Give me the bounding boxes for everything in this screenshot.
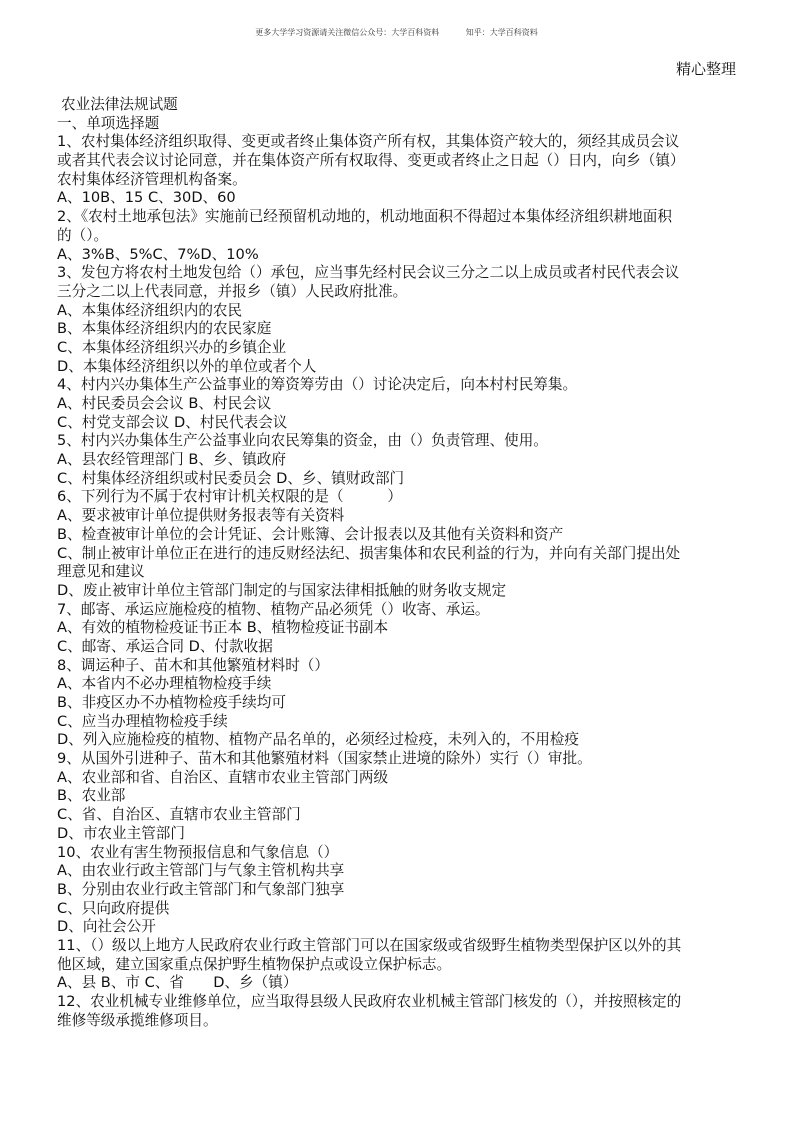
page-watermark	[0, 27, 793, 38]
text-line: 农村集体经济管理机构备案。	[57, 170, 247, 188]
text-line: C、邮寄、承运合同 D、付款收据	[57, 637, 273, 655]
text-line: A、3%B、5%C、7%D、10%	[57, 245, 259, 263]
text-line: 4、村内兴办集体生产公益事业的筹资筹劳由（）讨论决定后，向本村村民筹集。	[57, 376, 578, 394]
text-line: B、农业部	[57, 787, 126, 805]
text-line: B、检查被审计单位的会计凭证、会计账簿、会计报表以及其他有关资料和资产	[57, 525, 564, 543]
text-line: A、10B、15 C、30D、60	[57, 189, 236, 207]
text-line: A、由农业行政主管部门与气象主管机构共享	[57, 862, 345, 880]
text-line: C、本集体经济组织兴办的乡镇企业	[57, 338, 287, 356]
text-line: 10、农业有害生物预报信息和气象信息（）	[57, 843, 339, 861]
text-line: 或者其代表会议讨论同意，并在集体资产所有权取得、变更或者终止之日起（）日内，向乡（镇）	[57, 152, 685, 170]
text-line: A、有效的植物检疫证书正本 B、植物检疫证书副本	[57, 619, 389, 637]
text-line: 理意见和建议	[57, 563, 145, 581]
text-line: C、村党支部会议 D、村民代表会议	[57, 413, 288, 431]
text-line: B、分别由农业行政主管部门和气象部门独享	[57, 880, 345, 898]
document-title: 农业法律法规试题	[61, 96, 178, 113]
text-line: 6、下列行为不属于农村审计机关权限的是（ ）	[57, 488, 402, 506]
text-line: B、非疫区办不办植物检疫手续均可	[57, 694, 286, 711]
text-line: 三分之二以上代表同意，并报乡（镇）人民政府批准。	[57, 282, 408, 300]
text-line: 12、农业机械专业维修单位，应当取得县级人民政府农业机械主管部门核发的（），并按照核定的	[57, 993, 682, 1010]
text-line: D、本集体经济组织以外的单位或者个人	[57, 357, 317, 375]
text-line: D、向社会公开	[57, 918, 156, 936]
text-line: 的（）。	[57, 226, 109, 244]
text-line: A、本集体经济组织内的农民	[57, 301, 243, 319]
text-line: C、制止被审计单位正在进行的违反财经法纪、损害集体和农民利益的行为，并向有关部门提出处	[57, 544, 681, 562]
watermark-zhihu: 知乎：大学百科资料	[465, 28, 538, 37]
text-line: 11、（）级以上地方人民政府农业行政主管部门可以在国家级或省级野生植物类型保护区以外的其	[57, 936, 682, 954]
text-line: B、本集体经济组织内的农民家庭	[57, 320, 272, 338]
text-line: A、要求被审计单位提供财务报表等有关资料	[57, 507, 345, 525]
document-body	[57, 96, 747, 1030]
text-line: 他区域，建立国家重点保护野生植物保护点或设立保护标志。	[57, 955, 452, 973]
text-line: D、列入应施检疫的植物、植物产品名单的，必须经过检疫，未列入的，不用检疫	[57, 731, 580, 749]
text-line: C、应当办理植物检疫手续	[57, 712, 228, 730]
text-line: 维修等级承揽维修项目。	[57, 1011, 218, 1029]
text-line: A、村民委员会会议 B、村民会议	[57, 395, 272, 412]
text-line: C、村集体经济组织或村民委员会 D、乡、镇财政部门	[57, 469, 405, 487]
text-line: 5、村内兴办集体生产公益事业向农民筹集的资金，由（）负责管理、使用。	[57, 432, 548, 450]
text-line: A、县农经管理部门 B、乡、镇政府	[57, 451, 286, 469]
text-line: 3、发包方将农村土地发包给（）承包，应当事先经村民会议三分之二以上成员或者村民代表会议	[57, 264, 680, 282]
text-line: 9、从国外引进种子、苗木和其他繁殖材料（国家禁止进境的除外）实行（）审批。	[57, 750, 592, 768]
text-line: D、市农业主管部门	[57, 824, 185, 842]
watermark-wechat: 更多大学学习资源请关注微信公众号：大学百科资料	[255, 28, 440, 37]
text-line: 1、农村集体经济组织取得、变更或者终止集体资产所有权，其集体资产较大的，须经其成员会议	[57, 133, 680, 151]
section-heading: 一、单项选择题	[57, 114, 160, 132]
question-lines	[57, 133, 747, 1030]
text-line: A、本省内不必办理植物检疫手续	[57, 675, 272, 693]
header-brand: 精心整理	[675, 60, 736, 78]
text-line: 2、《农村土地承包法》实施前已经预留机动地的，机动地面积不得超过本集体经济组织耕地面积	[57, 208, 672, 226]
text-line: C、省、自治区、直辖市农业主管部门	[57, 806, 301, 824]
text-line: C、只向政府提供	[57, 899, 170, 917]
text-line: 8、调运种子、苗木和其他繁殖材料时（）	[57, 656, 329, 674]
text-line: D、废止被审计单位主管部门制定的与国家法律相抵触的财务收支规定	[57, 581, 507, 599]
text-line: 7、邮寄、承运应施检疫的植物、植物产品必须凭（）收寄、承运。	[57, 600, 490, 618]
text-line: A、农业部和省、自治区、直辖市农业主管部门两级	[57, 768, 389, 786]
text-line: A、县 B、市 C、省 D、乡（镇）	[57, 974, 298, 992]
